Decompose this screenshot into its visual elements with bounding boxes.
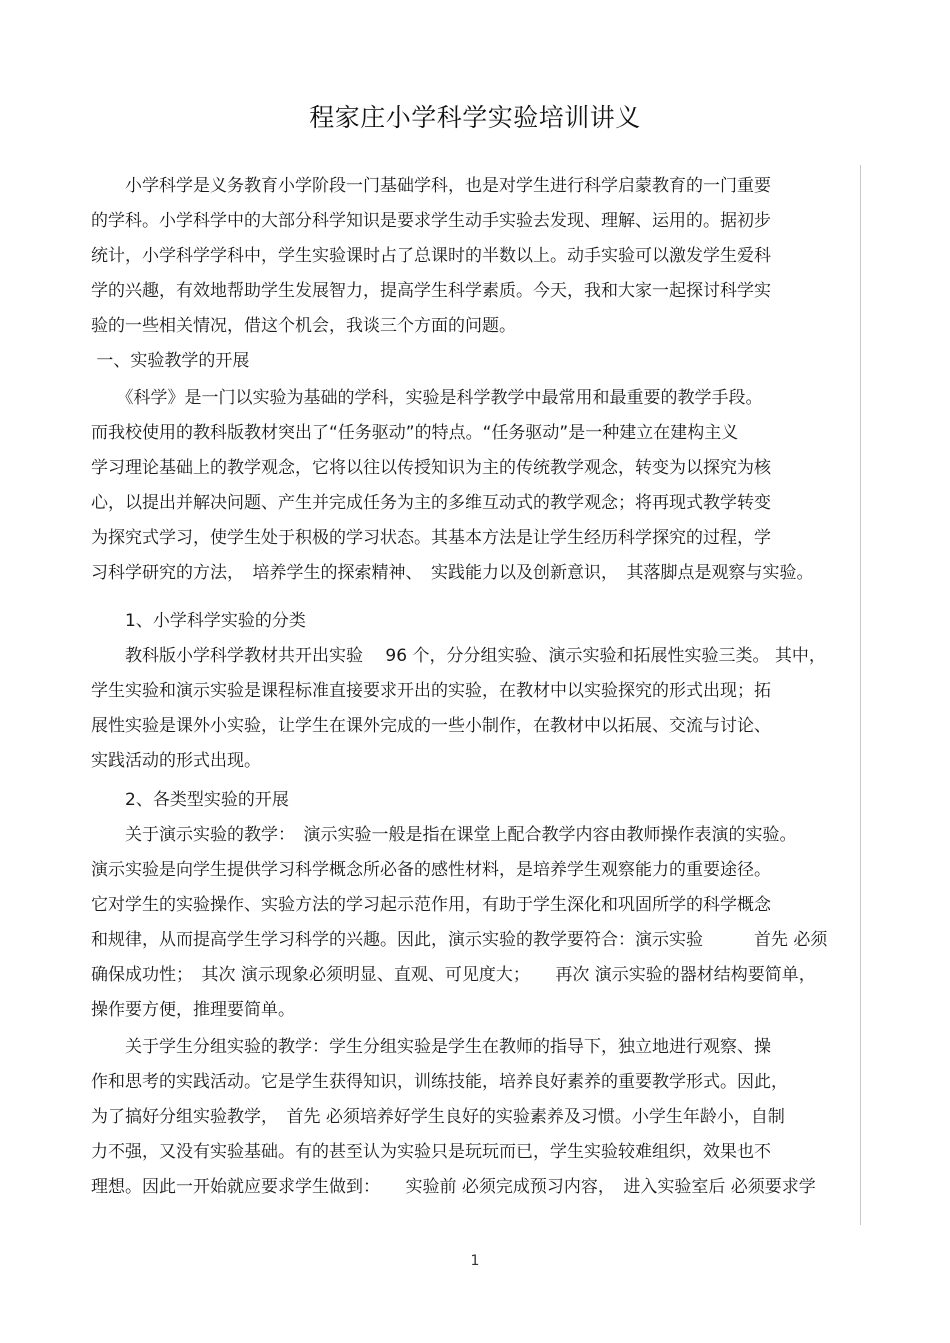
text-line: 教科版小学科学教材共开出实验 96 个，分分组实验、演示实验和拓展性实验三类。 其中， [91, 646, 826, 666]
text-line: 确保成功性； 其次 演示现象必须明显、直观、可见度大； 再次 演示实验的器材结构要简单， [91, 965, 816, 985]
text-line: 作和思考的实践活动。它是学生获得知识，训练技能，培养良好素养的重要教学形式。因此， [91, 1072, 788, 1092]
text-line: 理想。因此一开始就应要求学生做到： 实验前 必须完成预习内容， 进入实验室后 必须要求学 [91, 1177, 816, 1197]
text-line: 的学科。小学科学中的大部分科学知识是要求学生动手实验去发现、理解、运用的。据初步 [91, 211, 771, 231]
text-line: 关于演示实验的教学： 演示实验一般是指在课堂上配合教学内容由教师操作表演的实验。 [91, 825, 797, 845]
text-line: 习科学研究的方法， 培养学生的探索精神、 实践能力以及创新意识， 其落脚点是观察与实验。 [91, 563, 814, 583]
text-line: 操作要方便，推理要简单。 [91, 1000, 295, 1020]
text-line: 心，以提出并解决问题、产生并完成任务为主的多维互动式的教学观念；将再现式教学转变 [91, 493, 771, 513]
text-line: 《科学》是一门以实验为基础的学科，实验是科学教学中最常用和最重要的教学手段。 [91, 388, 763, 408]
text-line: 学的兴趣，有效地帮助学生发展智力，提高学生科学素质。今天，我和大家一起探讨科学实 [91, 281, 771, 301]
text-line: 力不强，又没有实验基础。有的甚至认为实验只是玩玩而已，学生实验较难组织，效果也不 [91, 1142, 771, 1162]
text-line: 1、小学科学实验的分类 [91, 611, 306, 631]
page-number: 1 [470, 1253, 480, 1269]
text-line: 验的一些相关情况，借这个机会，我谈三个方面的问题。 [91, 316, 516, 336]
right-margin-rule [860, 165, 861, 1225]
text-line: 统计，小学科学学科中，学生实验课时占了总课时的半数以上。动手实验可以激发学生爱科 [91, 246, 771, 266]
text-line: 展性实验是课外小实验，让学生在课外完成的一些小制作，在教材中以拓展、交流与讨论、 [91, 716, 771, 736]
text-line: 小学科学是义务教育小学阶段一门基础学科，也是对学生进行科学启蒙教育的一门重要 [91, 176, 771, 196]
text-line: 学生实验和演示实验是课程标准直接要求开出的实验，在教材中以实验探究的形式出现；拓 [91, 681, 771, 701]
text-line: 演示实验是向学生提供学习科学概念所必备的感性材料，是培养学生观察能力的重要途径。 [91, 860, 771, 880]
text-line: 它对学生的实验操作、实验方法的学习起示范作用，有助于学生深化和巩固所学的科学概念 [91, 895, 771, 915]
text-line: 为探究式学习，使学生处于积极的学习状态。其基本方法是让学生经历科学探究的过程，学 [91, 528, 771, 548]
text-line: 关于学生分组实验的教学：学生分组实验是学生在教师的指导下，独立地进行观察、操 [91, 1037, 771, 1057]
text-line: 学习理论基础上的教学观念，它将以往以传授知识为主的传统教学观念，转变为以探究为核 [91, 458, 771, 478]
page-title: 程家庄小学科学实验培训讲义 [309, 103, 641, 132]
text-line: 实践活动的形式出现。 [91, 751, 261, 771]
text-line: 而我校使用的教科版教材突出了“任务驱动”的特点。“任务驱动”是一种建立在建构主义 [91, 423, 739, 443]
text-line: 2、各类型实验的开展 [91, 790, 289, 810]
text-line: 为了搞好分组实验教学， 首先 必须培养好学生良好的实验素养及习惯。小学生年龄小，自制 [91, 1107, 785, 1127]
text-line: 一、实验教学的开展 [91, 351, 250, 371]
text-line: 和规律，从而提高学生学习科学的兴趣。因此，演示实验的教学要符合：演示实验 首先 必须 [91, 930, 828, 950]
